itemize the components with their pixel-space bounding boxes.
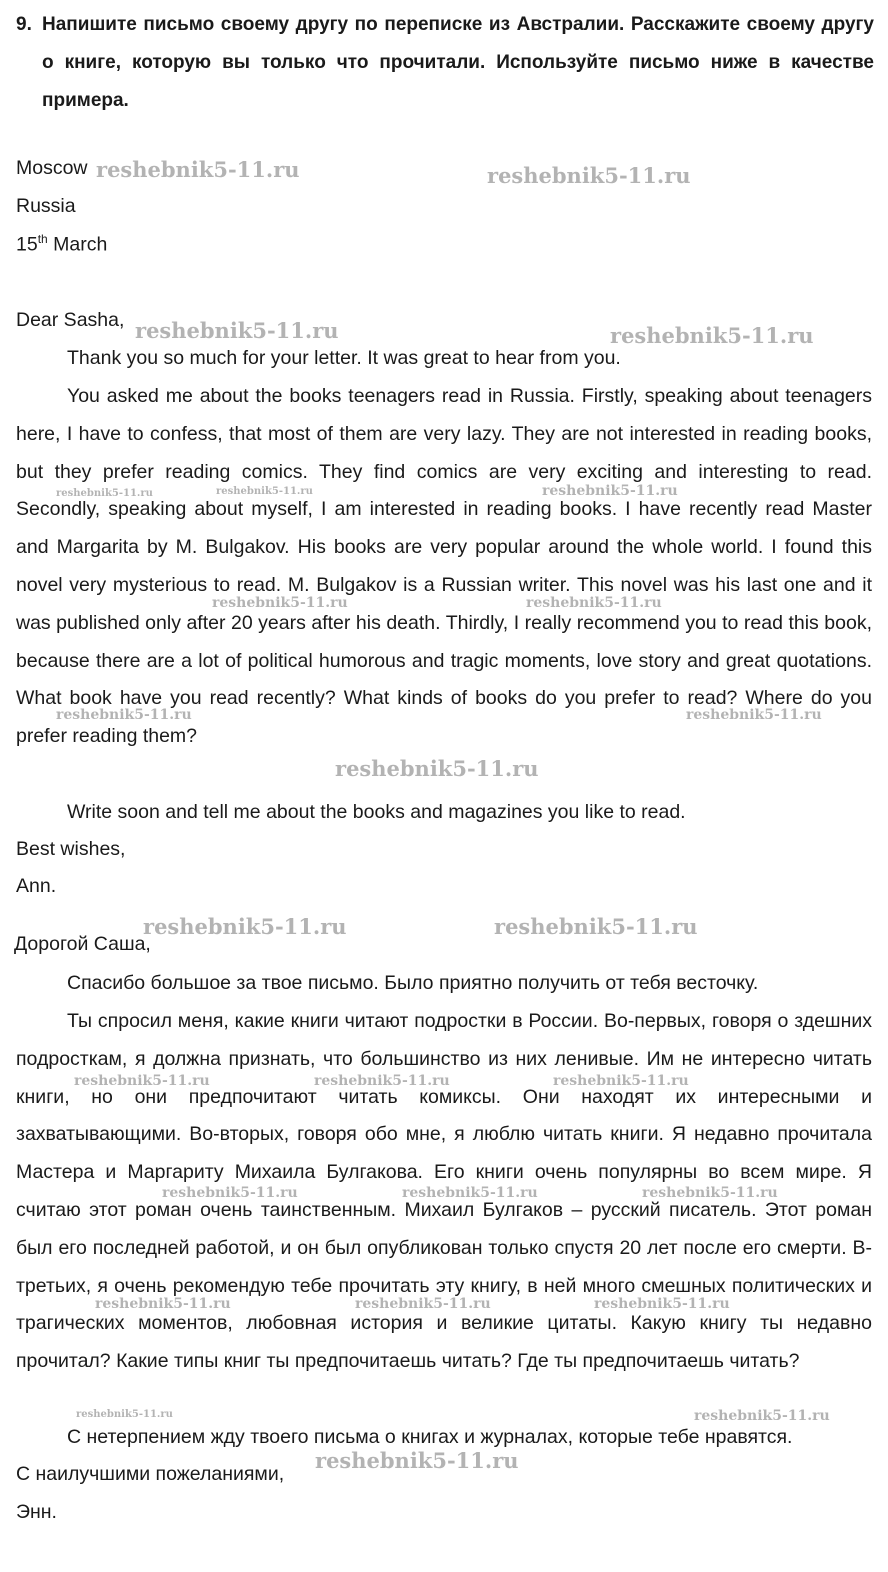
ru-paragraph-3: С нетерпением жду твоего письма о книгах и журналах, которые тебе нравятся. <box>67 1426 793 1448</box>
en-paragraph-1: Thank you so much for your letter. It was great to hear from you. <box>67 347 621 369</box>
signature-en: Ann. <box>16 875 57 897</box>
address-country: Russia <box>16 195 76 217</box>
watermark: reshebnik5-11.ru <box>487 163 691 188</box>
watermark: reshebnik5-11.ru <box>315 1448 519 1473</box>
greeting-en: Dear Sasha, <box>16 309 125 331</box>
watermark: reshebnik5-11.ru <box>526 595 662 611</box>
watermark: reshebnik5-11.ru <box>610 323 814 348</box>
watermark: reshebnik5-11.ru <box>335 756 539 781</box>
watermark: reshebnik5-11.ru <box>594 1296 730 1312</box>
en-paragraph-3: Write soon and tell me about the books and magazines you like to read. <box>67 801 686 823</box>
task-number: 9. <box>16 14 32 35</box>
watermark: reshebnik5-11.ru <box>143 914 347 939</box>
watermark: reshebnik5-11.ru <box>96 157 300 182</box>
watermark: reshebnik5-11.ru <box>402 1185 538 1201</box>
signature-ru: Энн. <box>16 1501 57 1523</box>
watermark: reshebnik5-11.ru <box>95 1296 231 1312</box>
task-prompt <box>16 6 874 120</box>
closing-ru: С наилучшими пожеланиями, <box>16 1463 285 1485</box>
greeting-ru: Дорогой Саша, <box>14 933 151 955</box>
watermark: reshebnik5-11.ru <box>694 1408 830 1424</box>
watermark: reshebnik5-11.ru <box>216 486 313 497</box>
letter-date <box>16 232 107 257</box>
watermark: reshebnik5-11.ru <box>56 707 192 723</box>
date-suffix: th <box>37 232 48 246</box>
ru-paragraph-1: Спасибо большое за твое письмо. Было приятно получить от тебя весточку. <box>67 972 759 994</box>
address-city: Moscow <box>16 157 88 179</box>
watermark: reshebnik5-11.ru <box>542 483 678 499</box>
watermark: reshebnik5-11.ru <box>212 595 348 611</box>
watermark: reshebnik5-11.ru <box>686 707 822 723</box>
watermark: reshebnik5-11.ru <box>76 1409 173 1420</box>
ru-paragraph-2: Ты спросил меня, какие книги читают подростки в России. Во-первых, говоря о здешних подросткам, я должна признать, что большинство из них ленивые. Им не интересно читать книги, но они предпочитают читать комиксы. Они находят их интересными и захватывающими. Во-вторых, говоря обо мне, я люблю читать книги. Я недавно прочитала Мастера и Маргариту Михаила Булгакова. Его книги очень популярны во всем мире. Я считаю этот роман очень таинственным. Михаил Булгаков – русский писатель. Этот роман был его последней работой, и он был опубликован только спустя 20 лет после его смерти. В-третьих, я очень рекомендую тебе прочитать эту книгу, в ней много смешных политических и трагических моментов, любовная история и великие цитаты. Какую книгу ты недавно прочитал? Какие типы книг ты предпочитаешь читать? Где ты предпочитаешь читать? <box>16 1010 872 1373</box>
watermark: reshebnik5-11.ru <box>314 1073 450 1089</box>
closing-en: Best wishes, <box>16 838 126 860</box>
watermark: reshebnik5-11.ru <box>494 914 698 939</box>
date-day: 15 <box>16 233 38 256</box>
task-text: Напишите письмо своему другу по переписке из Австралии. Расскажите своему другу о книге, которую вы только что прочитали. Используйте письмо ниже в качестве примера. <box>42 14 874 111</box>
date-month: March <box>53 233 108 256</box>
en-paragraph-2: You asked me about the books teenagers read in Russia. Firstly, speaking about teenagers here, I have to confess, that most of them are very lazy. They are not interested in reading books, but they prefer reading comics. They find comics are very exciting and interesting to read. Secondly, speaking about myself, I am interested in reading books. I have recently read Master and Margarita by M. Bulgakov. His books are very popular around the whole world. I found this novel very mysterious to read. M. Bulgakov is a Russian writer. This novel was his last one and it was published only after 20 years after his death. Thirdly, I really recommend you to read this book, because there are a lot of political humorous and tragic moments, love story and great quotations. What book have you read recently? What kinds of books do you prefer to read? Where do you prefer reading them? <box>16 385 872 748</box>
watermark: reshebnik5-11.ru <box>553 1073 689 1089</box>
watermark: reshebnik5-11.ru <box>135 318 339 343</box>
watermark: reshebnik5-11.ru <box>74 1073 210 1089</box>
watermark: reshebnik5-11.ru <box>56 488 153 499</box>
watermark: reshebnik5-11.ru <box>642 1185 778 1201</box>
watermark: reshebnik5-11.ru <box>355 1296 491 1312</box>
watermark: reshebnik5-11.ru <box>162 1185 298 1201</box>
